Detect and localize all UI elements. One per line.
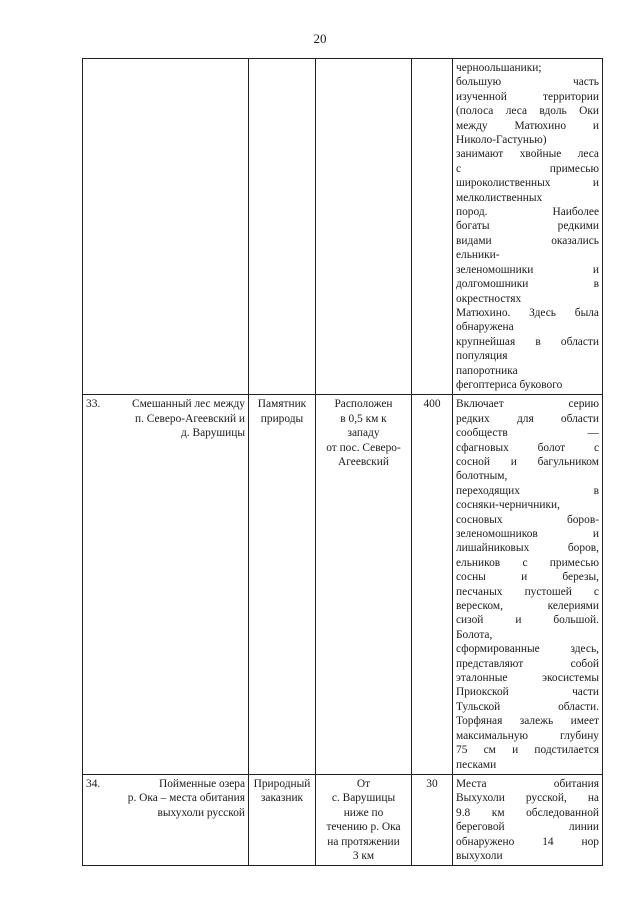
text-line: эталонные экосистемы: [456, 672, 599, 685]
text-line: занимают хвойные леса: [456, 148, 599, 161]
text-line: с. Варушицы: [331, 792, 396, 805]
text-line: изученной территории: [456, 90, 599, 103]
category-cell: [249, 774, 316, 865]
text-line: сфагновых болот с: [456, 441, 599, 454]
text-line: сосны и березы,: [456, 571, 599, 584]
text-line: Болота,: [456, 628, 493, 641]
text-line: максимальную глубину: [456, 729, 599, 742]
category-cell: [249, 59, 316, 395]
text-line: крупнейшая в области: [456, 335, 599, 348]
text-line: ельники-: [456, 249, 500, 262]
text-line: заказник: [260, 792, 304, 805]
text-line: песчаных пустошей с: [456, 585, 599, 598]
text-line: обнаружено 14 нор: [456, 835, 599, 848]
text-line: видами оказались: [456, 234, 599, 247]
text-line: ниже по: [343, 806, 384, 819]
text-line: 75 см и подстилается: [456, 744, 599, 757]
object-name: [86, 777, 245, 820]
text-line: природы: [260, 412, 304, 425]
text-line: от пос. Северо-: [326, 441, 401, 454]
object-name: [86, 397, 245, 440]
text-line: зеленомошников и: [456, 528, 599, 540]
text-line: песками: [456, 758, 497, 771]
table-row: [83, 395, 603, 775]
text-line: течению р. Ока: [326, 821, 401, 834]
text-line: Торфяная залежь имеет: [456, 715, 599, 728]
text-line: Смешанный лес между: [131, 398, 245, 411]
text-line: д. Варушицы: [181, 427, 245, 440]
text-line: Места обитания: [456, 777, 599, 790]
text-line: редких для области: [456, 412, 599, 425]
text-line: сформированные здесь,: [456, 643, 599, 656]
text-line: Агеевский: [338, 455, 389, 468]
text-line: сосной и багульником: [456, 455, 599, 468]
text-line: Приокской части: [456, 686, 599, 699]
text-line: вереском, келериями: [456, 600, 599, 613]
name-cell: [83, 59, 249, 395]
text-line: 3 км: [352, 849, 375, 862]
text-line: переходящих в: [456, 484, 599, 497]
text-line: на протяжении: [327, 835, 400, 848]
text-line: Выхухоли русской, на: [456, 792, 599, 805]
text-line: выхухоли: [456, 849, 503, 862]
text-line: папоротника: [456, 364, 518, 377]
text-line: лишайниковых боров,: [456, 542, 599, 555]
area-cell: [412, 59, 453, 395]
text-line: фегоптериса букового: [456, 378, 563, 391]
row-number: 33.: [86, 398, 101, 411]
text-line: Пойменные озера: [158, 777, 245, 790]
text-line: зеленомошники и: [456, 263, 599, 276]
text-line: Тульской области.: [456, 700, 599, 713]
text-line: богаты редкими: [456, 220, 599, 233]
text-line: обнаружена: [456, 321, 514, 334]
description-cell: [453, 59, 603, 395]
text-line: широколиственных и: [456, 177, 599, 190]
text-line: сообществ —: [456, 427, 599, 440]
location-cell: [316, 774, 412, 865]
text-line: (полоса леса вдоль Оки: [456, 105, 599, 118]
text-line: окрестностях: [456, 292, 522, 305]
table-row: [83, 59, 603, 395]
text-line: долгомошники в: [456, 278, 599, 291]
text-line: в 0,5 км к: [340, 412, 387, 425]
description-cell: [453, 774, 603, 865]
text-line: популяция: [456, 350, 508, 363]
location-cell: [316, 395, 412, 775]
text-line: Расположен: [334, 398, 393, 411]
text-line: Матюхино. Здесь была: [456, 306, 599, 319]
description-cell: [453, 395, 603, 775]
page-number: 20: [313, 31, 327, 46]
protected-areas-table: [82, 58, 603, 866]
text-line: большую часть: [456, 76, 599, 89]
text-line: выхухоли русской: [157, 806, 245, 819]
text-line: 9.8 км обследованной: [456, 806, 599, 819]
text-line: пород. Наиболее: [456, 206, 599, 219]
name-cell: [83, 774, 249, 865]
text-line: представляют собой: [456, 657, 599, 670]
text-line: болотным,: [456, 470, 508, 483]
text-line: От: [356, 777, 371, 790]
text-line: п. Северо-Агеевский и: [134, 412, 245, 425]
text-line: сосняки-черничники,: [456, 499, 560, 512]
text-line: с примесью: [456, 162, 599, 175]
area-cell: 400: [412, 395, 453, 775]
text-line: Памятник: [257, 398, 307, 411]
table-row: [83, 774, 603, 865]
location-cell: [316, 59, 412, 395]
text-line: Николо-Гастунью): [456, 134, 547, 147]
text-line: сизой и большой.: [456, 614, 599, 627]
text-line: береговой линии: [456, 821, 599, 834]
text-line: сосновых боров-: [456, 513, 599, 526]
text-line: Природный: [253, 777, 311, 790]
text-line: мелколиственных: [456, 191, 543, 204]
text-line: черноольшаники;: [456, 62, 542, 74]
text-line: Включает серию: [456, 398, 599, 411]
category-cell: [249, 395, 316, 775]
name-cell: [83, 395, 249, 775]
text-line: западу: [347, 427, 380, 440]
row-number: 34.: [86, 777, 101, 790]
text-line: между Матюхино и: [456, 119, 599, 132]
text-line: р. Ока – места обитания: [127, 792, 245, 805]
area-cell: 30: [412, 774, 453, 865]
text-line: ельников с примесью: [456, 556, 599, 569]
